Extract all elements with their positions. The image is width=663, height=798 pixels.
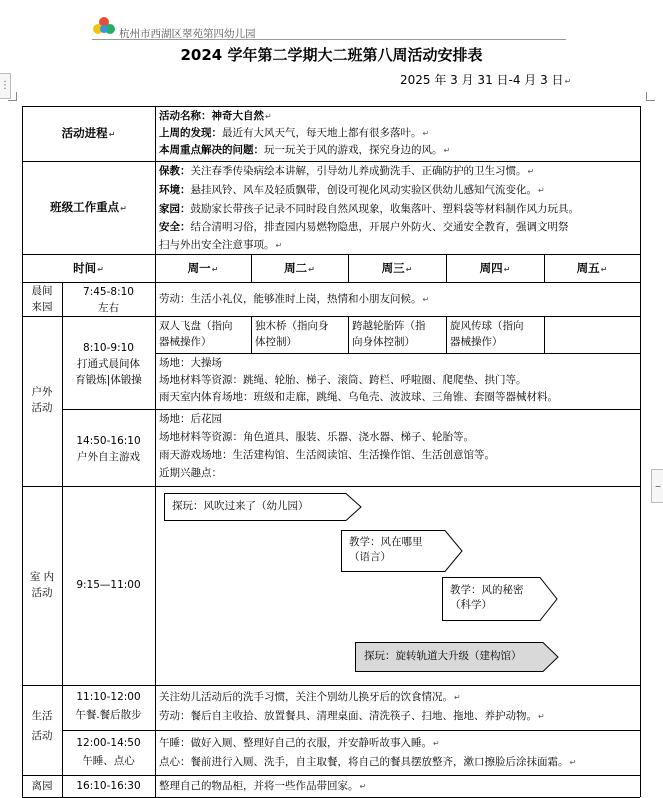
outdoor-label: 户外 活动 [31, 386, 53, 414]
indoor-time: 9:15—11:00 [76, 579, 141, 591]
progress-content [159, 108, 637, 159]
page-title: 2024 学年第二学期大二班第八周活动安排表 [180, 46, 483, 64]
header-rule [92, 39, 566, 40]
class-focus-content [159, 162, 637, 255]
focus-item: 保教：关注春季传染病绘本讲解，引导幼儿养成勤洗手、正确防护的卫生习惯。↵ [159, 165, 535, 177]
day-wednesday: 周三↵ [381, 261, 413, 275]
day-monday: 周一↵ [187, 261, 219, 275]
day-tuesday: 周二↵ [284, 261, 315, 275]
arrival-time: 7:45-8:10 左右 [83, 286, 134, 314]
crop-mark [8, 92, 17, 101]
life-slot2-time: 12:00-14:50 午睡、点心 [76, 737, 141, 767]
outdoor-afternoon-time: 14:50-16:10 户外自主游戏 [76, 435, 141, 463]
crop-mark [646, 92, 655, 101]
activity-cell: 旋风传球（指向 器械操作） [450, 320, 524, 348]
arrival-content: 劳动：生活小礼仪，能够准时上岗，热情和小朋友问候。↵ [159, 293, 430, 305]
day-friday: 周五↵ [576, 261, 608, 275]
life-slot1-content: 关注幼儿活动后的洗手习惯，关注个别幼儿换牙后的饮食情况。↵ 劳动：餐后自主收拾、放置餐具、清理桌面、清洗筷子、扫地、拖地、养护动物。↵ [159, 691, 545, 722]
focus-item: 安全：结合清明习俗，排查园内易燃物隐患，开展户外防火、交通安全教育，强调文明祭 [159, 221, 569, 233]
flow-arrow: 探玩：旋转轨道大升级（建构馆） [355, 642, 559, 672]
side-panel-toggle[interactable]: – [651, 469, 663, 503]
focus-item: 家园：鼓励家长带孩子记录不同时段自然风现象，收集落叶、塑料袋等材料制作风力玩具。 [159, 203, 579, 215]
theme-line: 活动名称：神奇大自然↵ [159, 110, 272, 122]
class-focus-label: 班级工作重点↵ [50, 200, 127, 214]
outdoor-morning-resources: 场地：大操场 场地材料等资源：跳绳、轮胎、梯子、滚筒、跨栏、呼啦圈、爬爬垫、拱门等。 雨天室内体育场地：班级和走廊，跳绳、乌龟壳、波波球、三角锥、套圈等器械材料。 [159, 357, 558, 403]
arrival-label: 晨间 来园 [31, 285, 53, 313]
gutter-handle[interactable]: ⋮ [0, 73, 11, 99]
life-slot1-time: 11:10-12:00 午餐.餐后散步 [75, 691, 142, 721]
last-week-line: 上周的发现：最近有大风天气，每天地上都有很多落叶。↵ [159, 127, 430, 139]
indoor-label: 室 内 活动 [29, 571, 55, 599]
leave-label: 离园 [31, 780, 53, 792]
life-slot2-content: 午睡：做好入厕、整理好自己的衣服，并安静听故事入睡。↵ 点心：餐前进行入厕、洗手，自主取餐，将自己的餐具摆放整齐，漱口擦脸后涂抹面霜。↵ [159, 737, 577, 768]
flow-arrow: 教学：风的秘密 （科学） [442, 577, 558, 621]
activity-cell: 双人飞盘（指向 器械操作） [159, 320, 233, 348]
focus-item: 环境：悬挂风铃、风车及轻质飘带，创设可视化风动实验区供幼儿感知气流变化。↵ [159, 184, 545, 196]
flow-arrow: 教学：风在哪里 （语言） [341, 530, 463, 572]
flow-arrow: 探玩：风吹过来了（幼儿园） [164, 493, 362, 521]
life-label: 生活 活动 [31, 710, 53, 742]
focus-item: 扫与外出安全注意事项。↵ [159, 239, 283, 251]
school-name: 杭州市西湖区翠苑第四幼儿园 [119, 28, 256, 40]
leave-time: 16:10-16:30 [76, 780, 141, 792]
day-thursday: 周四↵ [479, 261, 511, 275]
time-header: 时间↵ [73, 261, 104, 275]
activity-cell: 跨越轮胎阵（指 向身体控制） [352, 320, 426, 348]
leave-content: 整理自己的物品柜，并将一些作品带回家。↵ [159, 780, 367, 792]
progress-label: 活动进程↵ [61, 126, 116, 140]
date-range: 2025 年 3 月 31 日-4 月 3 日↵ [400, 73, 572, 87]
focus-line: 本周重点解决的问题：玩一玩关于风的游戏，探究身边的风。↵ [159, 144, 451, 156]
activity-cell: 独木桥（指向身 体控制） [255, 320, 329, 348]
outdoor-afternoon-resources: 场地：后花园 场地材料等资源：角色道具、服装、乐器、浇水器、梯子、轮胎等。 雨天游戏场地：生活建构馆、生活阅读馆、生活操作馆、生活创意馆等。 近期兴趣点： [159, 413, 495, 479]
outdoor-morning-time: 8:10-9:10 打通式晨间体 育锻炼|体锻操 [75, 342, 142, 386]
school-logo [92, 14, 116, 38]
